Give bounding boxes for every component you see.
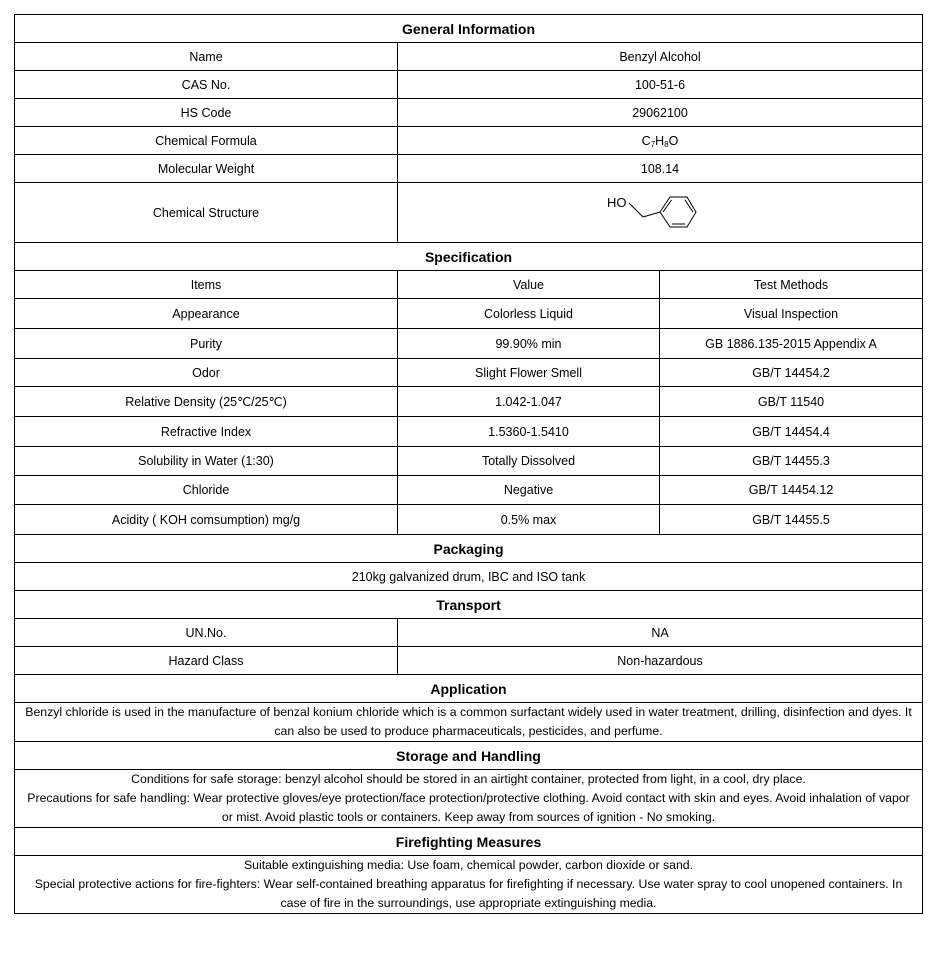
spec-row (15, 387, 923, 417)
spec-row (15, 447, 923, 476)
application-paragraph: Benzyl chloride is used in the manufacture of benzal konium chloride which is a common surfactant widely used in water treatment, drilling, disinfection and dyes. It can also be used to produce pharmaceuticals, pesticides, and perfume. (25, 705, 912, 738)
spec-item: Purity (15, 329, 398, 359)
spec-value: 1.042-1.047 (398, 387, 660, 417)
spec-value: 99.90% min (398, 329, 660, 359)
spec-item: Refractive Index (15, 417, 398, 447)
storage-paragraph: Conditions for safe storage: benzyl alcohol should be stored in an airtight container, protected from light, in a cool, dry place. (131, 772, 806, 786)
general-label: HS Code (15, 99, 398, 127)
spec-method: GB/T 14455.3 (660, 447, 923, 476)
chemical-formula: $C_7H_8O$ (398, 127, 923, 155)
transport-value: NA (398, 619, 923, 647)
firefighting-text (15, 856, 923, 914)
spec-header: Test Methods (660, 271, 923, 299)
storage-paragraph: Precautions for safe handling: Wear protective gloves/eye protection/face protection/protective clothing. Avoid contact with skin and eyes. Avoid inhalation of vapor or mist. Avoid plastic tools or containers. Keep away from sources of ignition - No smoking. (27, 791, 910, 824)
general-row-structure (15, 183, 923, 243)
general-label: CAS No. (15, 71, 398, 99)
transport-row (15, 647, 923, 675)
spec-item: Chloride (15, 476, 398, 505)
spec-row (15, 417, 923, 447)
general-value: 108.14 (398, 155, 923, 183)
spec-method: GB/T 14454.2 (660, 359, 923, 387)
spec-header-row (15, 271, 923, 299)
firefighting-paragraph: Suitable extinguishing media: Use foam, chemical powder, carbon dioxide or sand. (243, 858, 694, 872)
general-value: 29062100 (398, 99, 923, 127)
spec-sheet-table (14, 14, 923, 914)
spec-method: GB/T 14455.5 (660, 505, 923, 535)
spec-value: 0.5% max (398, 505, 660, 535)
chemical-structure-cell (398, 183, 923, 243)
general-label: Molecular Weight (15, 155, 398, 183)
spec-row (15, 476, 923, 505)
general-label: Name (15, 43, 398, 71)
general-label: Chemical Formula (15, 127, 398, 155)
firefighting-paragraph: Special protective actions for fire-fighters: Wear self-contained breathing apparatus for firefighting if necessary. Use water spray to cool unopened containers. In case of fire in the surroundings, use appropriate extinguishing media. (34, 877, 903, 910)
section-title-storage: Storage and Handling (15, 742, 923, 770)
spec-value: 1.5360-1.5410 (398, 417, 660, 447)
application-text (15, 703, 923, 742)
spec-method: GB/T 11540 (660, 387, 923, 417)
spec-item: Odor (15, 359, 398, 387)
benzyl-alcohol-structure-icon (605, 188, 715, 238)
general-row-name (15, 43, 923, 71)
spec-method: GB/T 14454.12 (660, 476, 923, 505)
section-title-packaging: Packaging (15, 535, 923, 563)
section-title-application: Application (15, 675, 923, 703)
spec-row (15, 359, 923, 387)
general-value: 100-51-6 (398, 71, 923, 99)
spec-method: GB 1886.135-2015 Appendix A (660, 329, 923, 359)
svg-text:HO: HO (607, 194, 627, 210)
general-row-mw (15, 155, 923, 183)
general-row-formula (15, 127, 923, 155)
general-row-hs (15, 99, 923, 127)
spec-row (15, 505, 923, 535)
section-title-firefighting: Firefighting Measures (15, 828, 923, 856)
spec-header: Items (15, 271, 398, 299)
spec-method: GB/T 14454.4 (660, 417, 923, 447)
spec-row (15, 299, 923, 329)
transport-label: Hazard Class (15, 647, 398, 675)
spec-item: Solubility in Water (1:30) (15, 447, 398, 476)
packaging-text: 210kg galvanized drum, IBC and ISO tank (15, 563, 923, 591)
section-title-specification: Specification (15, 243, 923, 271)
spec-value: Negative (398, 476, 660, 505)
spec-value: Slight Flower Smell (398, 359, 660, 387)
general-row-cas (15, 71, 923, 99)
spec-item: Acidity ( KOH comsumption) mg/g (15, 505, 398, 535)
transport-value: Non-hazardous (398, 647, 923, 675)
spec-value: Colorless Liquid (398, 299, 660, 329)
storage-text (15, 770, 923, 828)
transport-row (15, 619, 923, 647)
spec-method: Visual Inspection (660, 299, 923, 329)
general-value: Benzyl Alcohol (398, 43, 923, 71)
spec-header: Value (398, 271, 660, 299)
transport-label: UN.No. (15, 619, 398, 647)
section-title-general: General Information (15, 15, 923, 43)
spec-item: Relative Density (25℃/25℃) (15, 387, 398, 417)
spec-item: Appearance (15, 299, 398, 329)
section-title-transport: Transport (15, 591, 923, 619)
general-label: Chemical Structure (15, 183, 398, 243)
spec-value: Totally Dissolved (398, 447, 660, 476)
spec-row (15, 329, 923, 359)
